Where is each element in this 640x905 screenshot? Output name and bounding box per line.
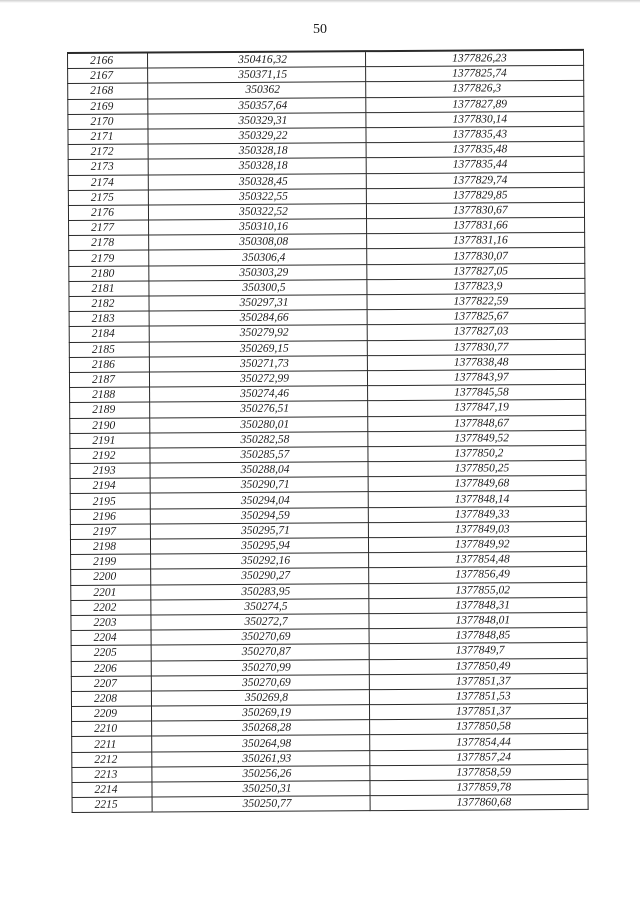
point-number-cell: 2168 bbox=[68, 83, 148, 99]
x-coordinate-cell: 350329,31 bbox=[148, 112, 366, 129]
point-number-cell: 2197 bbox=[70, 524, 150, 540]
y-coordinate-cell: 1377850,25 bbox=[368, 460, 586, 477]
y-coordinate-cell: 1377854,48 bbox=[369, 552, 587, 569]
point-number-cell: 2194 bbox=[70, 478, 150, 494]
x-coordinate-cell: 350357,64 bbox=[148, 97, 366, 114]
y-coordinate-cell: 1377830,14 bbox=[366, 111, 584, 128]
y-coordinate-cell: 1377859,78 bbox=[370, 779, 588, 796]
x-coordinate-cell: 350274,5 bbox=[151, 598, 369, 615]
page-top-edge bbox=[0, 0, 640, 3]
y-coordinate-cell: 1377825,74 bbox=[366, 66, 584, 83]
y-coordinate-cell: 1377835,48 bbox=[366, 141, 584, 158]
y-coordinate-cell: 1377848,67 bbox=[368, 415, 586, 432]
point-number-cell: 2180 bbox=[69, 266, 149, 282]
y-coordinate-cell: 1377827,03 bbox=[367, 324, 585, 341]
table-row bbox=[72, 795, 588, 813]
x-coordinate-cell: 350284,66 bbox=[149, 310, 367, 327]
point-number-cell: 2203 bbox=[71, 615, 151, 631]
x-coordinate-cell: 350322,52 bbox=[148, 204, 366, 221]
coordinates-table-body bbox=[68, 50, 589, 813]
y-coordinate-cell: 1377835,43 bbox=[366, 126, 584, 143]
x-coordinate-cell: 350269,8 bbox=[151, 690, 369, 707]
point-number-cell: 2195 bbox=[70, 493, 150, 509]
x-coordinate-cell: 350271,73 bbox=[149, 355, 367, 372]
point-number-cell: 2211 bbox=[72, 736, 152, 752]
y-coordinate-cell: 1377827,05 bbox=[367, 263, 585, 280]
point-number-cell: 2201 bbox=[71, 585, 151, 601]
point-number-cell: 2177 bbox=[69, 220, 149, 236]
point-number-cell: 2185 bbox=[69, 342, 149, 358]
x-coordinate-cell: 350328,18 bbox=[148, 158, 366, 175]
y-coordinate-cell: 1377831,16 bbox=[367, 233, 585, 250]
y-coordinate-cell: 1377849,33 bbox=[368, 506, 586, 523]
y-coordinate-cell: 1377849,92 bbox=[368, 536, 586, 553]
y-coordinate-cell: 1377830,07 bbox=[367, 248, 585, 265]
y-coordinate-cell: 1377855,02 bbox=[369, 582, 587, 599]
x-coordinate-cell: 350285,57 bbox=[150, 447, 368, 464]
coordinates-table bbox=[67, 49, 589, 814]
x-coordinate-cell: 350250,77 bbox=[152, 796, 370, 813]
y-coordinate-cell: 1377851,53 bbox=[369, 688, 587, 705]
point-number-cell: 2191 bbox=[70, 433, 150, 449]
point-number-cell: 2169 bbox=[68, 99, 148, 115]
y-coordinate-cell: 1377827,89 bbox=[366, 96, 584, 113]
x-coordinate-cell: 350292,16 bbox=[151, 553, 369, 570]
x-coordinate-cell: 350362 bbox=[148, 82, 366, 99]
y-coordinate-cell: 1377829,74 bbox=[366, 172, 584, 189]
y-coordinate-cell: 1377848,01 bbox=[369, 612, 587, 629]
point-number-cell: 2182 bbox=[69, 296, 149, 312]
point-number-cell: 2166 bbox=[68, 53, 148, 69]
x-coordinate-cell: 350272,7 bbox=[151, 614, 369, 631]
x-coordinate-cell: 350290,27 bbox=[151, 568, 369, 585]
point-number-cell: 2178 bbox=[69, 235, 149, 251]
point-number-cell: 2188 bbox=[70, 387, 150, 403]
point-number-cell: 2209 bbox=[71, 706, 151, 722]
y-coordinate-cell: 1377849,68 bbox=[368, 476, 586, 493]
point-number-cell: 2212 bbox=[72, 752, 152, 768]
point-number-cell: 2171 bbox=[68, 129, 148, 145]
x-coordinate-cell: 350272,99 bbox=[149, 371, 367, 388]
y-coordinate-cell: 1377851,37 bbox=[369, 673, 587, 690]
x-coordinate-cell: 350270,99 bbox=[151, 659, 369, 676]
x-coordinate-cell: 350290,71 bbox=[150, 477, 368, 494]
x-coordinate-cell: 350280,01 bbox=[150, 416, 368, 433]
point-number-cell: 2174 bbox=[68, 175, 148, 191]
x-coordinate-cell: 350270,69 bbox=[151, 674, 369, 691]
point-number-cell: 2202 bbox=[71, 600, 151, 616]
x-coordinate-cell: 350328,18 bbox=[148, 143, 366, 160]
point-number-cell: 2189 bbox=[70, 402, 150, 418]
y-coordinate-cell: 1377848,14 bbox=[368, 491, 586, 508]
x-coordinate-cell: 350250,31 bbox=[152, 781, 370, 798]
y-coordinate-cell: 1377860,68 bbox=[370, 795, 588, 812]
point-number-cell: 2215 bbox=[72, 797, 152, 813]
y-coordinate-cell: 1377849,7 bbox=[369, 643, 587, 660]
point-number-cell: 2200 bbox=[71, 569, 151, 585]
x-coordinate-cell: 350282,58 bbox=[150, 431, 368, 448]
coordinates-table-wrapper bbox=[67, 49, 588, 814]
y-coordinate-cell: 1377849,52 bbox=[368, 430, 586, 447]
y-coordinate-cell: 1377843,97 bbox=[367, 369, 585, 386]
y-coordinate-cell: 1377850,58 bbox=[370, 719, 588, 736]
x-coordinate-cell: 350322,55 bbox=[148, 188, 366, 205]
x-coordinate-cell: 350297,31 bbox=[149, 295, 367, 312]
x-coordinate-cell: 350279,92 bbox=[149, 325, 367, 342]
x-coordinate-cell: 350283,95 bbox=[151, 583, 369, 600]
point-number-cell: 2207 bbox=[71, 676, 151, 692]
x-coordinate-cell: 350295,71 bbox=[150, 522, 368, 539]
x-coordinate-cell: 350371,15 bbox=[148, 67, 366, 84]
y-coordinate-cell: 1377826,3 bbox=[366, 81, 584, 98]
point-number-cell: 2213 bbox=[72, 767, 152, 783]
x-coordinate-cell: 350264,98 bbox=[152, 735, 370, 752]
y-coordinate-cell: 1377848,85 bbox=[369, 627, 587, 644]
y-coordinate-cell: 1377851,37 bbox=[369, 703, 587, 720]
y-coordinate-cell: 1377849,03 bbox=[368, 521, 586, 538]
x-coordinate-cell: 350269,19 bbox=[151, 705, 369, 722]
x-coordinate-cell: 350270,87 bbox=[151, 644, 369, 661]
y-coordinate-cell: 1377830,67 bbox=[366, 202, 584, 219]
x-coordinate-cell: 350268,28 bbox=[152, 720, 370, 737]
point-number-cell: 2205 bbox=[71, 645, 151, 661]
point-number-cell: 2183 bbox=[69, 311, 149, 327]
x-coordinate-cell: 350308,08 bbox=[149, 234, 367, 251]
x-coordinate-cell: 350416,32 bbox=[148, 51, 366, 68]
point-number-cell: 2208 bbox=[71, 691, 151, 707]
point-number-cell: 2196 bbox=[70, 509, 150, 525]
y-coordinate-cell: 1377848,31 bbox=[369, 597, 587, 614]
x-coordinate-cell: 350294,59 bbox=[150, 507, 368, 524]
x-coordinate-cell: 350261,93 bbox=[152, 750, 370, 767]
point-number-cell: 2190 bbox=[70, 418, 150, 434]
x-coordinate-cell: 350276,51 bbox=[150, 401, 368, 418]
y-coordinate-cell: 1377826,23 bbox=[366, 50, 584, 67]
x-coordinate-cell: 350294,04 bbox=[150, 492, 368, 509]
point-number-cell: 2210 bbox=[72, 721, 152, 737]
page-number: 50 bbox=[313, 22, 327, 37]
point-number-cell: 2172 bbox=[68, 144, 148, 160]
point-number-cell: 2167 bbox=[68, 68, 148, 84]
x-coordinate-cell: 350328,45 bbox=[148, 173, 366, 190]
y-coordinate-cell: 1377850,2 bbox=[368, 445, 586, 462]
y-coordinate-cell: 1377858,59 bbox=[370, 764, 588, 781]
y-coordinate-cell: 1377854,44 bbox=[370, 734, 588, 751]
point-number-cell: 2184 bbox=[69, 326, 149, 342]
point-number-cell: 2192 bbox=[70, 448, 150, 464]
x-coordinate-cell: 350270,69 bbox=[151, 629, 369, 646]
point-number-cell: 2206 bbox=[71, 660, 151, 676]
point-number-cell: 2175 bbox=[68, 190, 148, 206]
x-coordinate-cell: 350300,5 bbox=[149, 279, 367, 296]
x-coordinate-cell: 350269,15 bbox=[149, 340, 367, 357]
y-coordinate-cell: 1377835,44 bbox=[366, 157, 584, 174]
y-coordinate-cell: 1377850,49 bbox=[369, 658, 587, 675]
y-coordinate-cell: 1377838,48 bbox=[367, 354, 585, 371]
x-coordinate-cell: 350329,22 bbox=[148, 128, 366, 145]
point-number-cell: 2214 bbox=[72, 782, 152, 798]
point-number-cell: 2170 bbox=[68, 114, 148, 130]
x-coordinate-cell: 350256,26 bbox=[152, 765, 370, 782]
y-coordinate-cell: 1377857,24 bbox=[370, 749, 588, 766]
y-coordinate-cell: 1377822,59 bbox=[367, 293, 585, 310]
point-number-cell: 2176 bbox=[68, 205, 148, 221]
y-coordinate-cell: 1377829,85 bbox=[366, 187, 584, 204]
y-coordinate-cell: 1377856,49 bbox=[369, 567, 587, 584]
point-number-cell: 2181 bbox=[69, 281, 149, 297]
point-number-cell: 2199 bbox=[71, 554, 151, 570]
y-coordinate-cell: 1377830,77 bbox=[367, 339, 585, 356]
y-coordinate-cell: 1377825,67 bbox=[367, 309, 585, 326]
point-number-cell: 2179 bbox=[69, 250, 149, 266]
x-coordinate-cell: 350310,16 bbox=[149, 219, 367, 236]
point-number-cell: 2204 bbox=[71, 630, 151, 646]
x-coordinate-cell: 350295,94 bbox=[150, 538, 368, 555]
point-number-cell: 2173 bbox=[68, 159, 148, 175]
y-coordinate-cell: 1377823,9 bbox=[367, 278, 585, 295]
y-coordinate-cell: 1377845,58 bbox=[368, 384, 586, 401]
y-coordinate-cell: 1377847,19 bbox=[368, 400, 586, 417]
x-coordinate-cell: 350274,46 bbox=[150, 386, 368, 403]
x-coordinate-cell: 350306,4 bbox=[149, 249, 367, 266]
point-number-cell: 2187 bbox=[69, 372, 149, 388]
y-coordinate-cell: 1377831,66 bbox=[367, 217, 585, 234]
point-number-cell: 2186 bbox=[69, 357, 149, 373]
x-coordinate-cell: 350303,29 bbox=[149, 264, 367, 281]
x-coordinate-cell: 350288,04 bbox=[150, 462, 368, 479]
point-number-cell: 2198 bbox=[70, 539, 150, 555]
point-number-cell: 2193 bbox=[70, 463, 150, 479]
